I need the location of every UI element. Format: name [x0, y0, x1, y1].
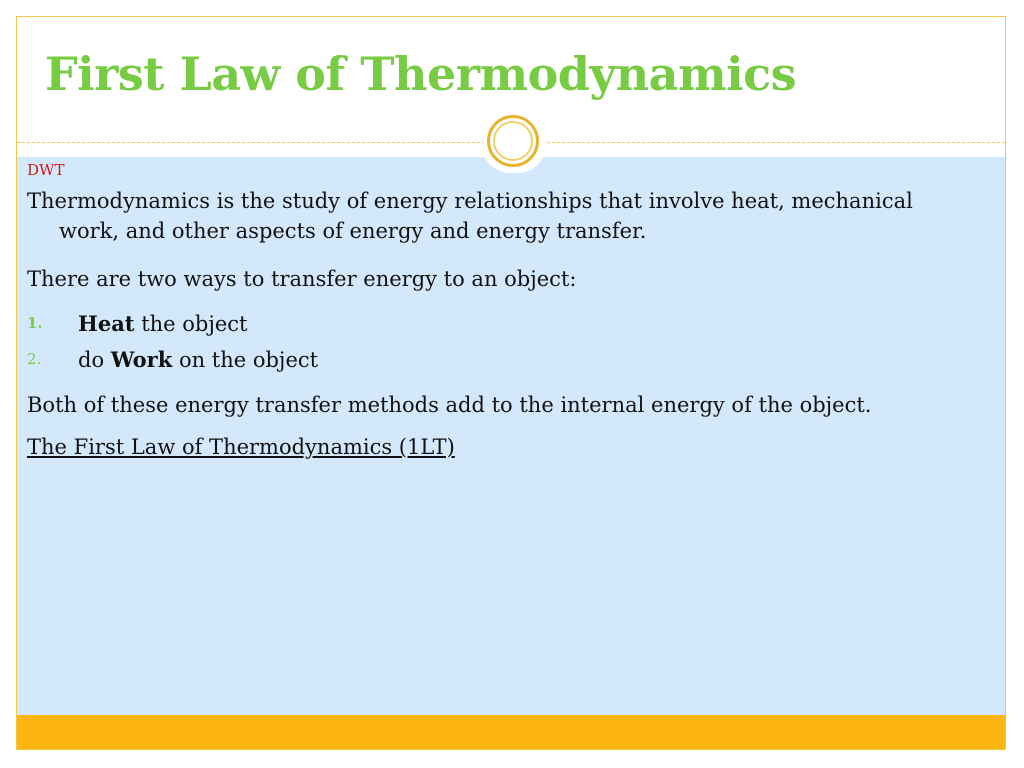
slide-body [27, 160, 967, 474]
intro-paragraph: Thermodynamics is the study of energy relationships that involve heat, mechanical work, and other aspects of energy and energy transfer. [27, 189, 913, 243]
list-after: on the object [172, 348, 319, 372]
list-bold: Heat [78, 311, 135, 336]
footer-bar [17, 715, 1005, 749]
list-bold: Work [110, 347, 173, 372]
list-number: 2. [27, 350, 42, 368]
list-item [27, 306, 967, 342]
list-before: do [78, 348, 111, 372]
transfer-list [27, 306, 967, 378]
ways-intro: There are two ways to transfer energy to an object: [27, 267, 577, 291]
list-item [27, 342, 967, 378]
list-number: 1. [27, 314, 43, 332]
first-law-link[interactable]: The First Law of Thermodynamics (1LT) [27, 435, 455, 459]
slide-title: First Law of Thermodynamics [45, 47, 797, 101]
list-after: the object [134, 312, 248, 336]
both-paragraph: Both of these energy transfer methods add to the internal energy of the object. [27, 393, 872, 417]
dwt-label: DWT [27, 161, 65, 179]
